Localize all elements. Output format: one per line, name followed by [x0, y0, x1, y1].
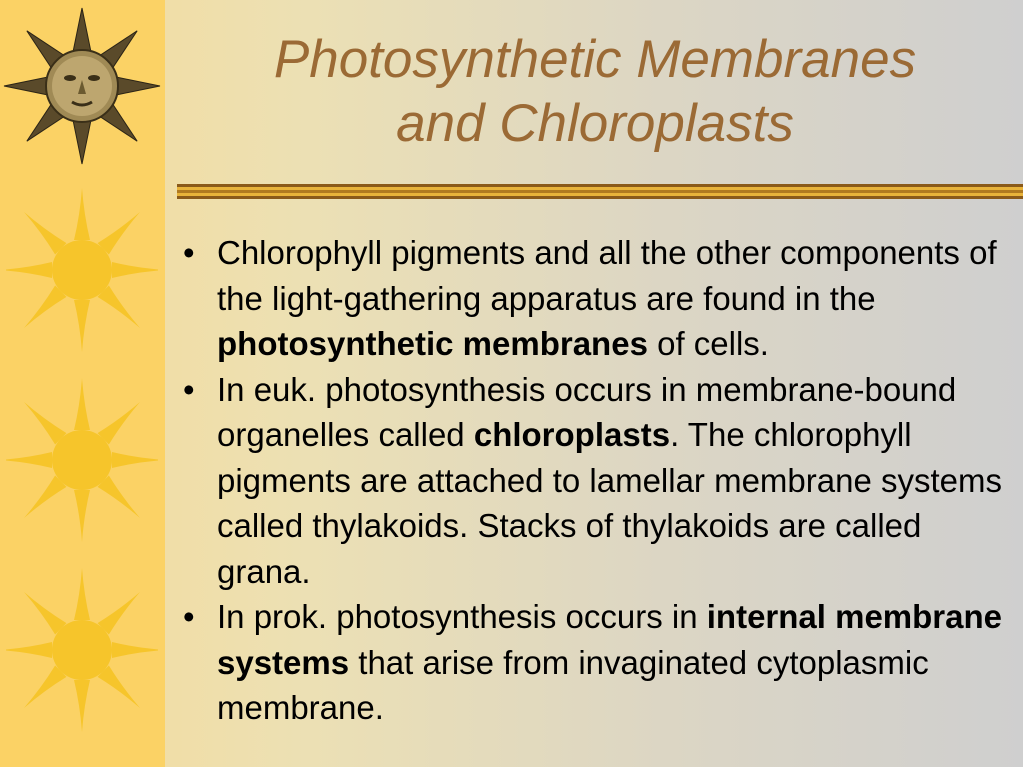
- sun-icon: [6, 185, 158, 355]
- bullet-item: [180, 367, 1015, 595]
- bullet-bold-term: internal membrane systems: [217, 598, 1003, 681]
- bullet-bold-term: chloroplasts: [473, 416, 671, 453]
- sidebar-decoration: [0, 0, 165, 767]
- bullet-item: [180, 594, 1015, 731]
- sun-face-icon: [2, 6, 162, 166]
- bullet-item: [180, 230, 1015, 367]
- bullet-text: that arise from invaginated cytoplasmic membrane.: [217, 643, 929, 726]
- bullet-text: In euk. photosynthesis occurs in membrane-bound organelles called: [217, 370, 957, 453]
- title-divider: [177, 181, 1023, 203]
- slide-title-line-2: and Chloroplasts: [396, 94, 794, 153]
- bullet-bold-term: photosynthetic membranes: [217, 325, 648, 362]
- bullet-text: of cells.: [647, 325, 769, 362]
- slide-title-line-1: Photosynthetic Membranes: [273, 30, 917, 89]
- bullet-marker: •: [183, 598, 195, 635]
- bullet-text: Chlorophyll pigments and all the other components of the light-gathering apparatus are found in the: [217, 234, 997, 317]
- sun-icon: [6, 565, 158, 735]
- bullet-marker: •: [183, 234, 195, 271]
- bullet-text: In prok. photosynthesis occurs in: [217, 598, 707, 635]
- bullet-list: [180, 230, 1015, 731]
- slide-body: [180, 230, 1015, 731]
- bullet-text: . The chlorophyll pigments are attached to lamellar membrane systems called thylakoids. Stacks of thylakoids are called grana.: [217, 416, 1003, 590]
- slide-title: [180, 28, 1010, 156]
- bullet-marker: •: [183, 370, 195, 408]
- sun-icon: [6, 375, 158, 545]
